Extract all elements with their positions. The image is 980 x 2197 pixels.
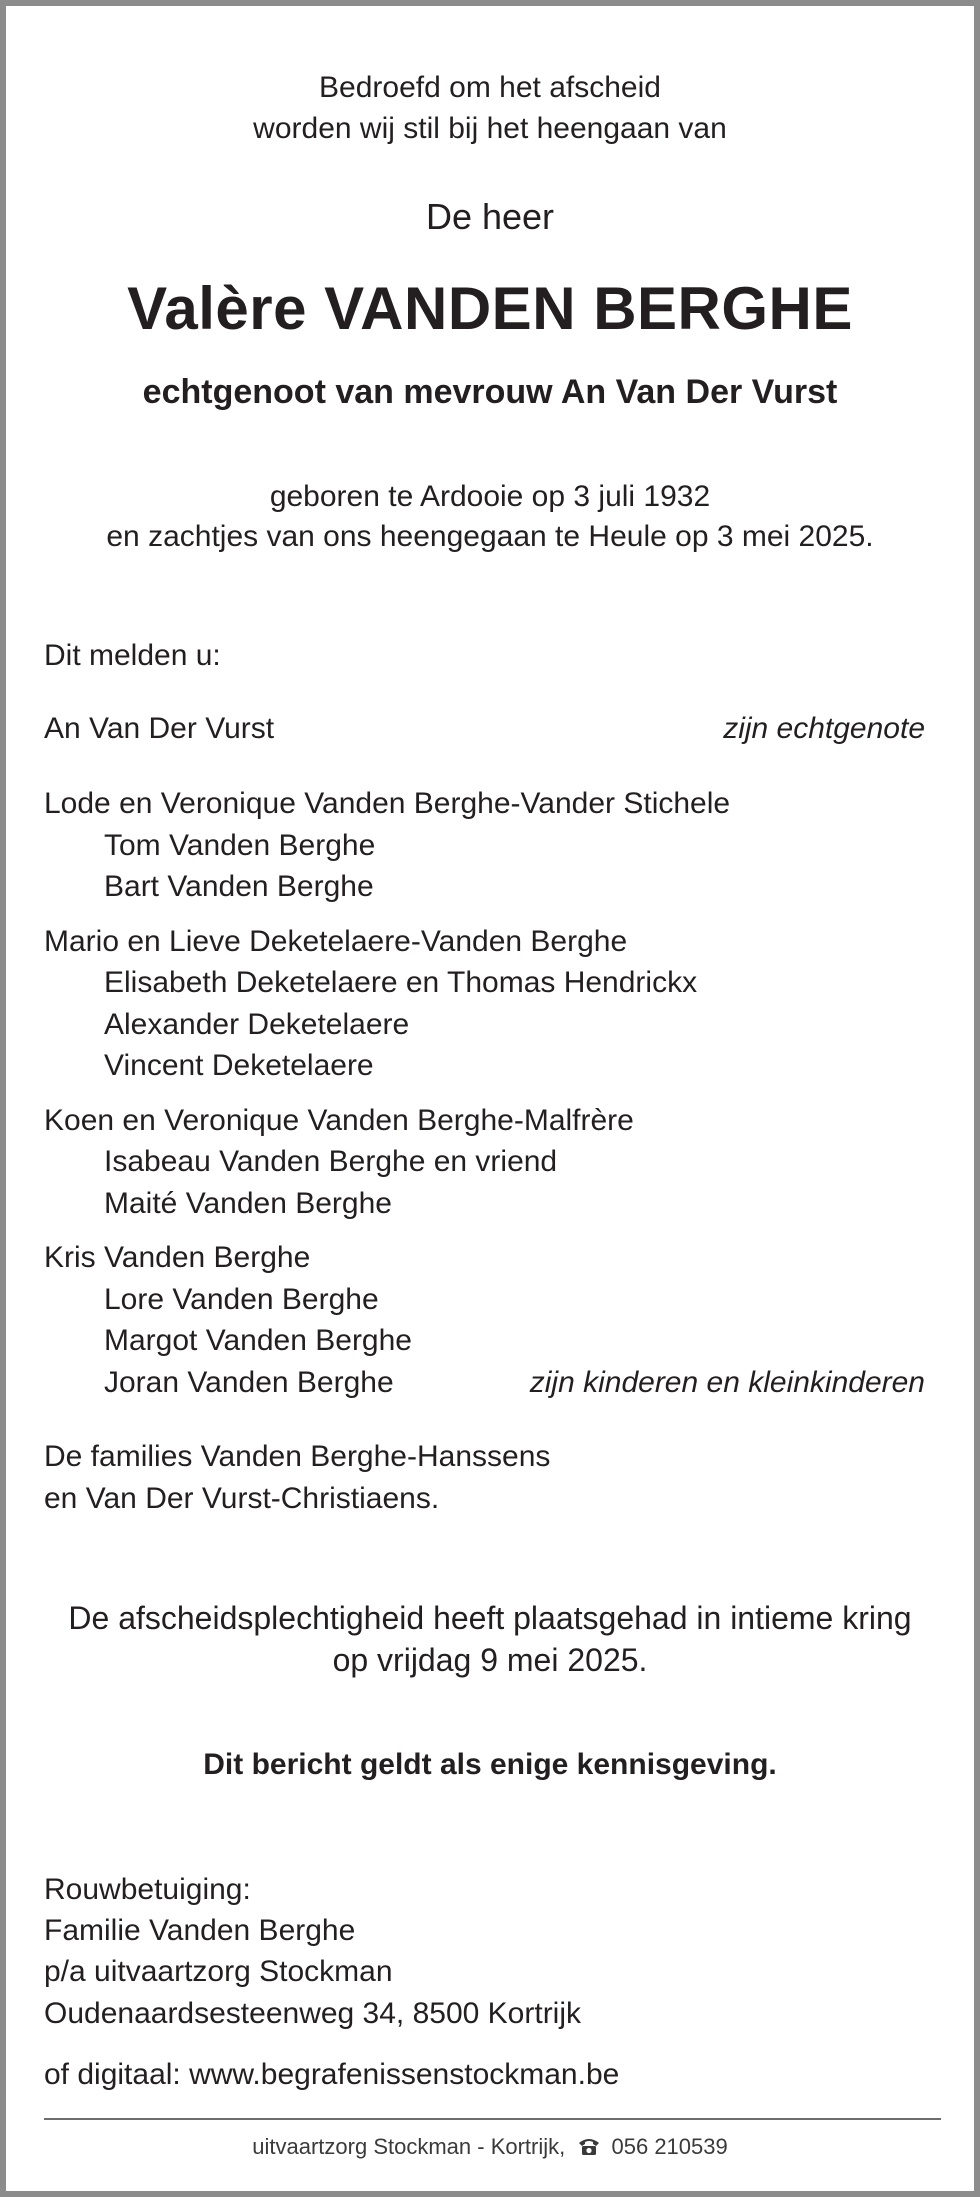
condolence-line-1: Familie Vanden Berghe bbox=[44, 1914, 356, 1947]
grandchild: Alexander Deketelaere bbox=[104, 1008, 410, 1041]
footer-divider bbox=[44, 2118, 941, 2120]
intro-line-1: Bedroefd om het afscheid bbox=[319, 71, 661, 104]
condolence-line-2: p/a uitvaartzorg Stockman bbox=[44, 1955, 393, 1988]
grandchild: Maité Vanden Berghe bbox=[104, 1187, 392, 1220]
intro-line-2: worden wij stil bij het heengaan van bbox=[253, 112, 727, 145]
grandchild: Tom Vanden Berghe bbox=[104, 829, 376, 862]
grandchild: Joran Vanden Berghe bbox=[104, 1366, 394, 1399]
ceremony-line-1: De afscheidsplechtigheid heeft plaatsgehad in intieme kring bbox=[68, 1600, 912, 1636]
children-relation: zijn kinderen en kleinkinderen bbox=[529, 1366, 925, 1399]
grandchild: Margot Vanden Berghe bbox=[104, 1324, 412, 1357]
phone-icon bbox=[577, 2135, 601, 2165]
death-line: en zachtjes van ons heengegaan te Heule op 3 mei 2025. bbox=[106, 520, 874, 553]
family-head: Koen en Veronique Vanden Berghe-Malfrère bbox=[44, 1104, 634, 1137]
grandchild: Isabeau Vanden Berghe en vriend bbox=[104, 1145, 558, 1178]
deceased-name: Valère VANDEN BERGHE bbox=[127, 275, 853, 342]
extended-family-line-2: en Van Der Vurst-Christiaens. bbox=[44, 1482, 440, 1515]
spouse-line: echtgenoot van mevrouw An Van Der Vurst bbox=[142, 373, 838, 411]
grandchild: Vincent Deketelaere bbox=[104, 1049, 374, 1082]
condolence-digital: of digitaal: www.begrafenissenstockman.be bbox=[44, 2058, 620, 2091]
family-head: Mario en Lieve Deketelaere-Vanden Berghe bbox=[44, 925, 628, 958]
grandchild: Lore Vanden Berghe bbox=[104, 1283, 379, 1316]
footer bbox=[0, 2132, 980, 2165]
condolence-label: Rouwbetuiging: bbox=[44, 1873, 251, 1906]
grandchild: Elisabeth Deketelaere en Thomas Hendrickx bbox=[104, 966, 698, 999]
birth-line: geboren te Ardooie op 3 juli 1932 bbox=[269, 480, 711, 513]
extended-family-line-1: De families Vanden Berghe-Hanssens bbox=[44, 1440, 551, 1473]
family-head: Lode en Veronique Vanden Berghe-Vander Stichele bbox=[44, 787, 731, 820]
condolence-line-3: Oudenaardsesteenweg 34, 8500 Kortrijk bbox=[44, 1997, 582, 2030]
spouse-name: An Van Der Vurst bbox=[44, 712, 275, 745]
ceremony-line-2: op vrijdag 9 mei 2025. bbox=[332, 1642, 648, 1678]
footer-text: uitvaartzorg Stockman - Kortrijk, bbox=[252, 2134, 566, 2159]
notice-statement: Dit bericht geldt als enige kennisgeving. bbox=[203, 1748, 777, 1781]
grandchild: Bart Vanden Berghe bbox=[104, 870, 374, 903]
family-head: Kris Vanden Berghe bbox=[44, 1241, 311, 1274]
salutation: De heer bbox=[425, 196, 555, 237]
spouse-relation: zijn echtgenote bbox=[723, 712, 925, 745]
footer-phone: 056 210539 bbox=[611, 2134, 728, 2159]
announce-label: Dit melden u: bbox=[44, 639, 221, 672]
